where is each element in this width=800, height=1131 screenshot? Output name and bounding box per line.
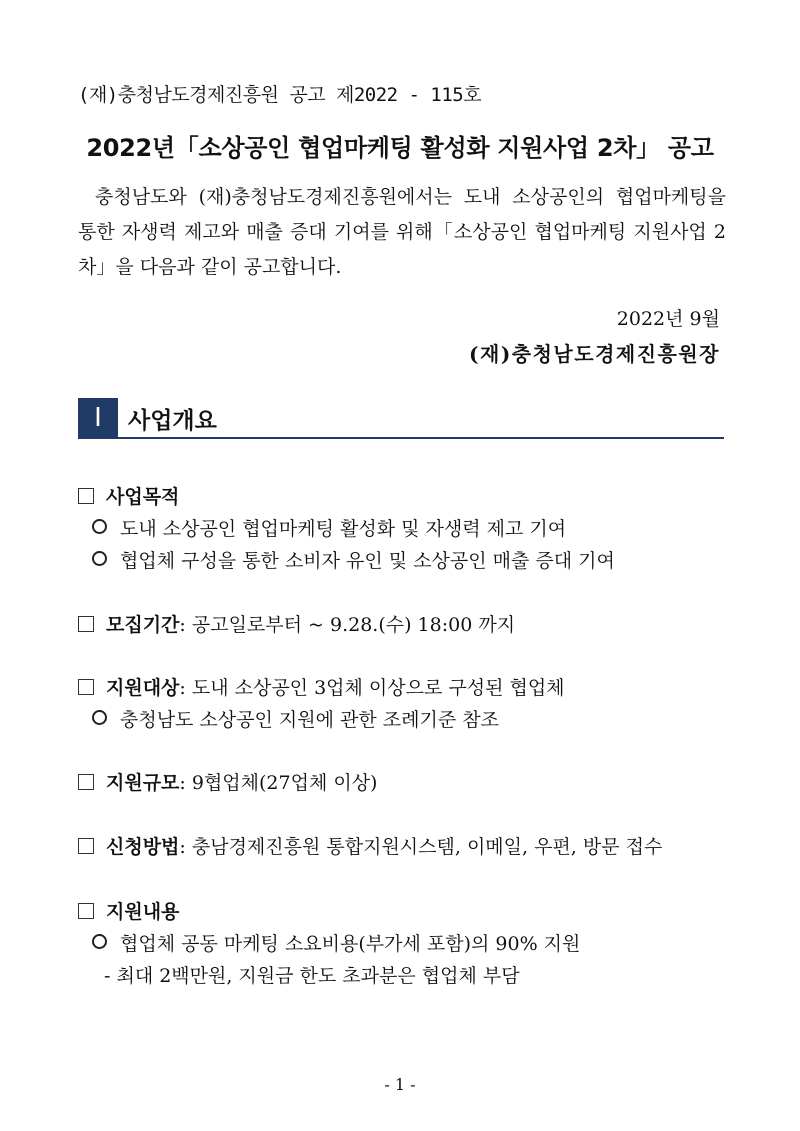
period-value: : 공고일로부터 ~ 9.28.(수) 18:00 까지 xyxy=(179,614,516,636)
section-title: 사업개요 xyxy=(128,408,217,434)
content-bullet-1 xyxy=(92,929,580,956)
circle-bullet-icon xyxy=(92,551,107,566)
purpose-bullet-text: 협업체 구성을 통한 소비자 유인 및 소상공인 매출 증대 기여 xyxy=(120,550,615,572)
section-number-badge: Ⅰ xyxy=(78,398,118,438)
method-label: 신청방법 xyxy=(106,836,180,858)
target-row xyxy=(78,673,565,700)
purpose-heading xyxy=(78,482,179,509)
checkbox-square-icon xyxy=(78,838,94,854)
checkbox-square-icon xyxy=(78,488,94,504)
purpose-bullet-1 xyxy=(92,514,566,541)
period-label: 모집기간 xyxy=(106,614,180,636)
checkbox-square-icon xyxy=(78,903,94,919)
content-heading xyxy=(78,897,179,924)
target-bullet-1 xyxy=(92,705,499,732)
intro-paragraph xyxy=(78,180,726,285)
announcement-date: 2022년 9월 xyxy=(616,308,720,330)
section-divider xyxy=(78,437,724,439)
issuer-name: (재)충청남도경제진흥원장 xyxy=(469,342,720,366)
content-bullet-text: 협업체 공동 마케팅 소요비용(부가세 포함)의 90% 지원 xyxy=(120,933,581,955)
page-number: - 1 - xyxy=(384,1075,416,1094)
purpose-bullet-2 xyxy=(92,546,615,573)
intro-text: 충청남도와 (재)충청남도경제진흥원에서는 도내 소상공인의 협업마케팅을 통한 자생력 제고와 매출 증대 기여를 위해「소상공인 협업마케팅 지원사업 2차」을 다음과 같이 공고합니다. xyxy=(78,186,726,278)
scale-row xyxy=(78,768,377,795)
period-row xyxy=(78,610,515,637)
scale-value: : 9협업체(27업체 이상) xyxy=(179,772,378,794)
purpose-bullet-text: 도내 소상공인 협업마케팅 활성화 및 자생력 제고 기여 xyxy=(120,518,567,540)
scale-label: 지원규모 xyxy=(106,772,180,794)
circle-bullet-icon xyxy=(92,934,107,949)
page-title: 2022년「소상공인 협업마케팅 활성화 지원사업 2차」 공고 xyxy=(86,134,714,162)
target-label: 지원대상 xyxy=(106,677,180,699)
target-value: : 도내 소상공인 3업체 이상으로 구성된 협업체 xyxy=(179,677,565,699)
method-value: : 충남경제진흥원 통합지원시스템, 이메일, 우편, 방문 접수 xyxy=(179,836,663,858)
method-row xyxy=(78,832,662,859)
purpose-label: 사업목적 xyxy=(106,486,180,508)
circle-bullet-icon xyxy=(92,710,107,725)
content-label: 지원내용 xyxy=(106,901,180,923)
checkbox-square-icon xyxy=(78,616,94,632)
checkbox-square-icon xyxy=(78,774,94,790)
target-bullet-text: 충청남도 소상공인 지원에 관한 조례기준 참조 xyxy=(120,709,499,731)
circle-bullet-icon xyxy=(92,519,107,534)
checkbox-square-icon xyxy=(78,679,94,695)
notice-number: (재)충청남도경제진흥원 공고 제2022 - 115호 xyxy=(78,84,482,106)
content-dash-line: - 최대 2백만원, 지원금 한도 초과분은 협업체 부담 xyxy=(104,965,520,987)
